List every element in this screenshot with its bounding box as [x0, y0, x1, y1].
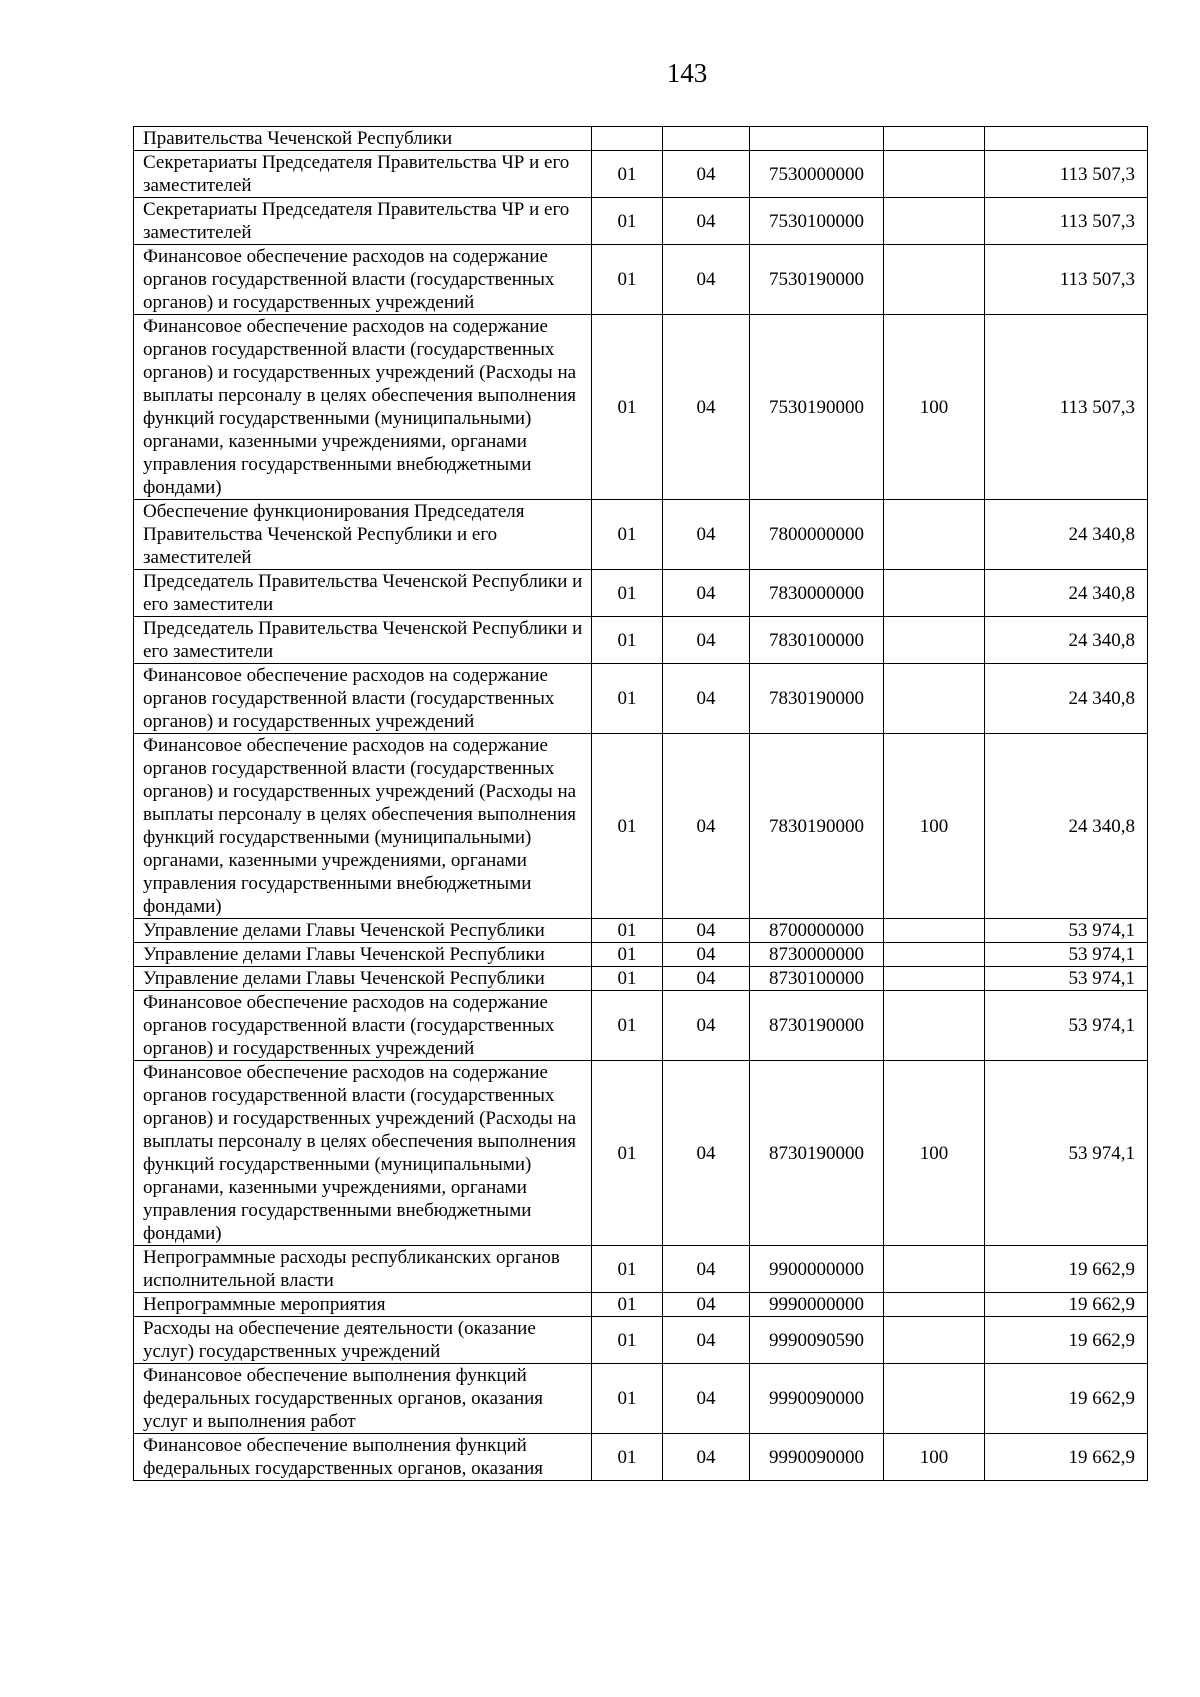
expense-name-cell: Финансовое обеспечение расходов на содержание органов государственной власти (государственных органов) и государственных учреждений (Расходы на выплаты персоналу в целях обеспечения выполнения функций государственными (муниципальными) органами, казенными учреждениями, органами управления государственными внебюджетными фондами) — [134, 1061, 592, 1246]
expense-type-cell — [884, 991, 985, 1061]
target-article-cell: 8700000000 — [750, 919, 884, 943]
expense-type-cell — [884, 919, 985, 943]
expense-type-cell: 100 — [884, 1061, 985, 1246]
expense-type-cell: 100 — [884, 1434, 985, 1481]
expense-type-cell — [884, 127, 985, 151]
target-article-cell: 7530190000 — [750, 245, 884, 315]
table-row — [134, 734, 1148, 919]
amount-cell: 53 974,1 — [985, 943, 1148, 967]
section-code-cell: 01 — [592, 1293, 663, 1317]
table-row — [134, 967, 1148, 991]
expense-name-cell: Секретариаты Председателя Правительства ЧР и его заместителей — [134, 198, 592, 245]
table-row — [134, 570, 1148, 617]
expense-type-cell — [884, 1364, 985, 1434]
section-code-cell: 01 — [592, 1246, 663, 1293]
expense-name-cell: Финансовое обеспечение выполнения функций федеральных государственных органов, оказания услуг и выполнения работ — [134, 1364, 592, 1434]
expense-type-cell — [884, 1293, 985, 1317]
section-code-cell: 01 — [592, 943, 663, 967]
subsection-code-cell: 04 — [663, 245, 750, 315]
section-code-cell: 01 — [592, 570, 663, 617]
expense-name-cell: Председатель Правительства Чеченской Республики и его заместители — [134, 570, 592, 617]
target-article-cell: 7830190000 — [750, 734, 884, 919]
subsection-code-cell: 04 — [663, 1434, 750, 1481]
section-code-cell: 01 — [592, 919, 663, 943]
expense-type-cell — [884, 198, 985, 245]
subsection-code-cell: 04 — [663, 943, 750, 967]
table-row — [134, 1317, 1148, 1364]
section-code-cell: 01 — [592, 500, 663, 570]
section-code-cell: 01 — [592, 967, 663, 991]
target-article-cell: 7830100000 — [750, 617, 884, 664]
amount-cell: 113 507,3 — [985, 198, 1148, 245]
amount-cell: 113 507,3 — [985, 245, 1148, 315]
target-article-cell: 8730100000 — [750, 967, 884, 991]
amount-cell: 19 662,9 — [985, 1317, 1148, 1364]
expense-name-cell: Непрограммные расходы республиканских органов исполнительной власти — [134, 1246, 592, 1293]
section-code-cell: 01 — [592, 315, 663, 500]
amount-cell: 53 974,1 — [985, 991, 1148, 1061]
table-row — [134, 919, 1148, 943]
table-row — [134, 245, 1148, 315]
target-article-cell: 7830190000 — [750, 664, 884, 734]
subsection-code-cell: 04 — [663, 617, 750, 664]
expense-name-cell: Правительства Чеченской Республики — [134, 127, 592, 151]
expense-name-cell: Обеспечение функционирования Председателя Правительства Чеченской Республики и его заместителей — [134, 500, 592, 570]
expense-name-cell: Председатель Правительства Чеченской Республики и его заместители — [134, 617, 592, 664]
amount-cell: 24 340,8 — [985, 617, 1148, 664]
section-code-cell: 01 — [592, 1434, 663, 1481]
section-code-cell: 01 — [592, 617, 663, 664]
table-row — [134, 151, 1148, 198]
amount-cell: 24 340,8 — [985, 570, 1148, 617]
table-body — [134, 127, 1148, 1481]
amount-cell: 19 662,9 — [985, 1364, 1148, 1434]
amount-cell: 24 340,8 — [985, 664, 1148, 734]
expense-name-cell: Секретариаты Председателя Правительства ЧР и его заместителей — [134, 151, 592, 198]
target-article-cell: 9990090590 — [750, 1317, 884, 1364]
section-code-cell: 01 — [592, 734, 663, 919]
expense-type-cell: 100 — [884, 315, 985, 500]
subsection-code-cell: 04 — [663, 919, 750, 943]
expense-type-cell — [884, 967, 985, 991]
subsection-code-cell: 04 — [663, 570, 750, 617]
section-code-cell: 01 — [592, 664, 663, 734]
expense-name-cell: Управление делами Главы Чеченской Республики — [134, 919, 592, 943]
amount-cell — [985, 127, 1148, 151]
target-article-cell: 7800000000 — [750, 500, 884, 570]
table-row — [134, 617, 1148, 664]
expense-name-cell: Управление делами Главы Чеченской Республики — [134, 943, 592, 967]
subsection-code-cell: 04 — [663, 151, 750, 198]
amount-cell: 53 974,1 — [985, 1061, 1148, 1246]
subsection-code-cell — [663, 127, 750, 151]
expense-type-cell: 100 — [884, 734, 985, 919]
table-row — [134, 664, 1148, 734]
expense-name-cell: Финансовое обеспечение расходов на содержание органов государственной власти (государственных органов) и государственных учреждений — [134, 991, 592, 1061]
expense-name-cell: Расходы на обеспечение деятельности (оказание услуг) государственных учреждений — [134, 1317, 592, 1364]
amount-cell: 53 974,1 — [985, 919, 1148, 943]
amount-cell: 19 662,9 — [985, 1246, 1148, 1293]
target-article-cell: 9990090000 — [750, 1434, 884, 1481]
amount-cell: 53 974,1 — [985, 967, 1148, 991]
target-article-cell: 7530190000 — [750, 315, 884, 500]
amount-cell: 19 662,9 — [985, 1293, 1148, 1317]
expense-type-cell — [884, 664, 985, 734]
amount-cell: 24 340,8 — [985, 734, 1148, 919]
section-code-cell: 01 — [592, 245, 663, 315]
expense-type-cell — [884, 1317, 985, 1364]
table-row — [134, 315, 1148, 500]
section-code-cell: 01 — [592, 1317, 663, 1364]
amount-cell: 113 507,3 — [985, 151, 1148, 198]
table-row — [134, 1364, 1148, 1434]
expense-name-cell: Финансовое обеспечение расходов на содержание органов государственной власти (государственных органов) и государственных учреждений — [134, 664, 592, 734]
expense-name-cell: Финансовое обеспечение расходов на содержание органов государственной власти (государственных органов) и государственных учреждений — [134, 245, 592, 315]
table-row — [134, 500, 1148, 570]
subsection-code-cell: 04 — [663, 315, 750, 500]
expense-type-cell — [884, 245, 985, 315]
section-code-cell: 01 — [592, 198, 663, 245]
expense-type-cell — [884, 570, 985, 617]
table-row — [134, 1434, 1148, 1481]
table-row — [134, 991, 1148, 1061]
table-row — [134, 1061, 1148, 1246]
subsection-code-cell: 04 — [663, 967, 750, 991]
page-number: 143 — [666, 58, 708, 88]
subsection-code-cell: 04 — [663, 1061, 750, 1246]
expense-name-cell: Финансовое обеспечение расходов на содержание органов государственной власти (государственных органов) и государственных учреждений (Расходы на выплаты персоналу в целях обеспечения выполнения функций государственными (муниципальными) органами, казенными учреждениями, органами управления государственными внебюджетными фондами) — [134, 315, 592, 500]
amount-cell: 24 340,8 — [985, 500, 1148, 570]
table-row — [134, 1246, 1148, 1293]
subsection-code-cell: 04 — [663, 198, 750, 245]
expense-name-cell: Управление делами Главы Чеченской Республики — [134, 967, 592, 991]
expense-name-cell: Непрограммные мероприятия — [134, 1293, 592, 1317]
target-article-cell: 8730000000 — [750, 943, 884, 967]
table-row — [134, 1293, 1148, 1317]
expense-type-cell — [884, 943, 985, 967]
expense-type-cell — [884, 151, 985, 198]
subsection-code-cell: 04 — [663, 1246, 750, 1293]
section-code-cell: 01 — [592, 1364, 663, 1434]
amount-cell: 19 662,9 — [985, 1434, 1148, 1481]
subsection-code-cell: 04 — [663, 734, 750, 919]
table-row — [134, 198, 1148, 245]
subsection-code-cell: 04 — [663, 991, 750, 1061]
section-code-cell — [592, 127, 663, 151]
target-article-cell: 8730190000 — [750, 1061, 884, 1246]
subsection-code-cell: 04 — [663, 1293, 750, 1317]
target-article-cell: 7530000000 — [750, 151, 884, 198]
target-article-cell: 7530100000 — [750, 198, 884, 245]
target-article-cell: 9990000000 — [750, 1293, 884, 1317]
section-code-cell: 01 — [592, 991, 663, 1061]
target-article-cell: 9990090000 — [750, 1364, 884, 1434]
target-article-cell: 8730190000 — [750, 991, 884, 1061]
table-row — [134, 943, 1148, 967]
subsection-code-cell: 04 — [663, 500, 750, 570]
table-row — [134, 127, 1148, 151]
target-article-cell: 9900000000 — [750, 1246, 884, 1293]
section-code-cell: 01 — [592, 151, 663, 198]
amount-cell: 113 507,3 — [985, 315, 1148, 500]
target-article-cell: 7830000000 — [750, 570, 884, 617]
expense-type-cell — [884, 617, 985, 664]
subsection-code-cell: 04 — [663, 1364, 750, 1434]
expense-type-cell — [884, 1246, 985, 1293]
expense-name-cell: Финансовое обеспечение расходов на содержание органов государственной власти (государственных органов) и государственных учреждений (Расходы на выплаты персоналу в целях обеспечения выполнения функций государственными (муниципальными) органами, казенными учреждениями, органами управления государственными внебюджетными фондами) — [134, 734, 592, 919]
expense-name-cell: Финансовое обеспечение выполнения функций федеральных государственных органов, оказания — [134, 1434, 592, 1481]
section-code-cell: 01 — [592, 1061, 663, 1246]
expense-type-cell — [884, 500, 985, 570]
subsection-code-cell: 04 — [663, 1317, 750, 1364]
subsection-code-cell: 04 — [663, 664, 750, 734]
target-article-cell — [750, 127, 884, 151]
budget-table — [133, 126, 1148, 1481]
